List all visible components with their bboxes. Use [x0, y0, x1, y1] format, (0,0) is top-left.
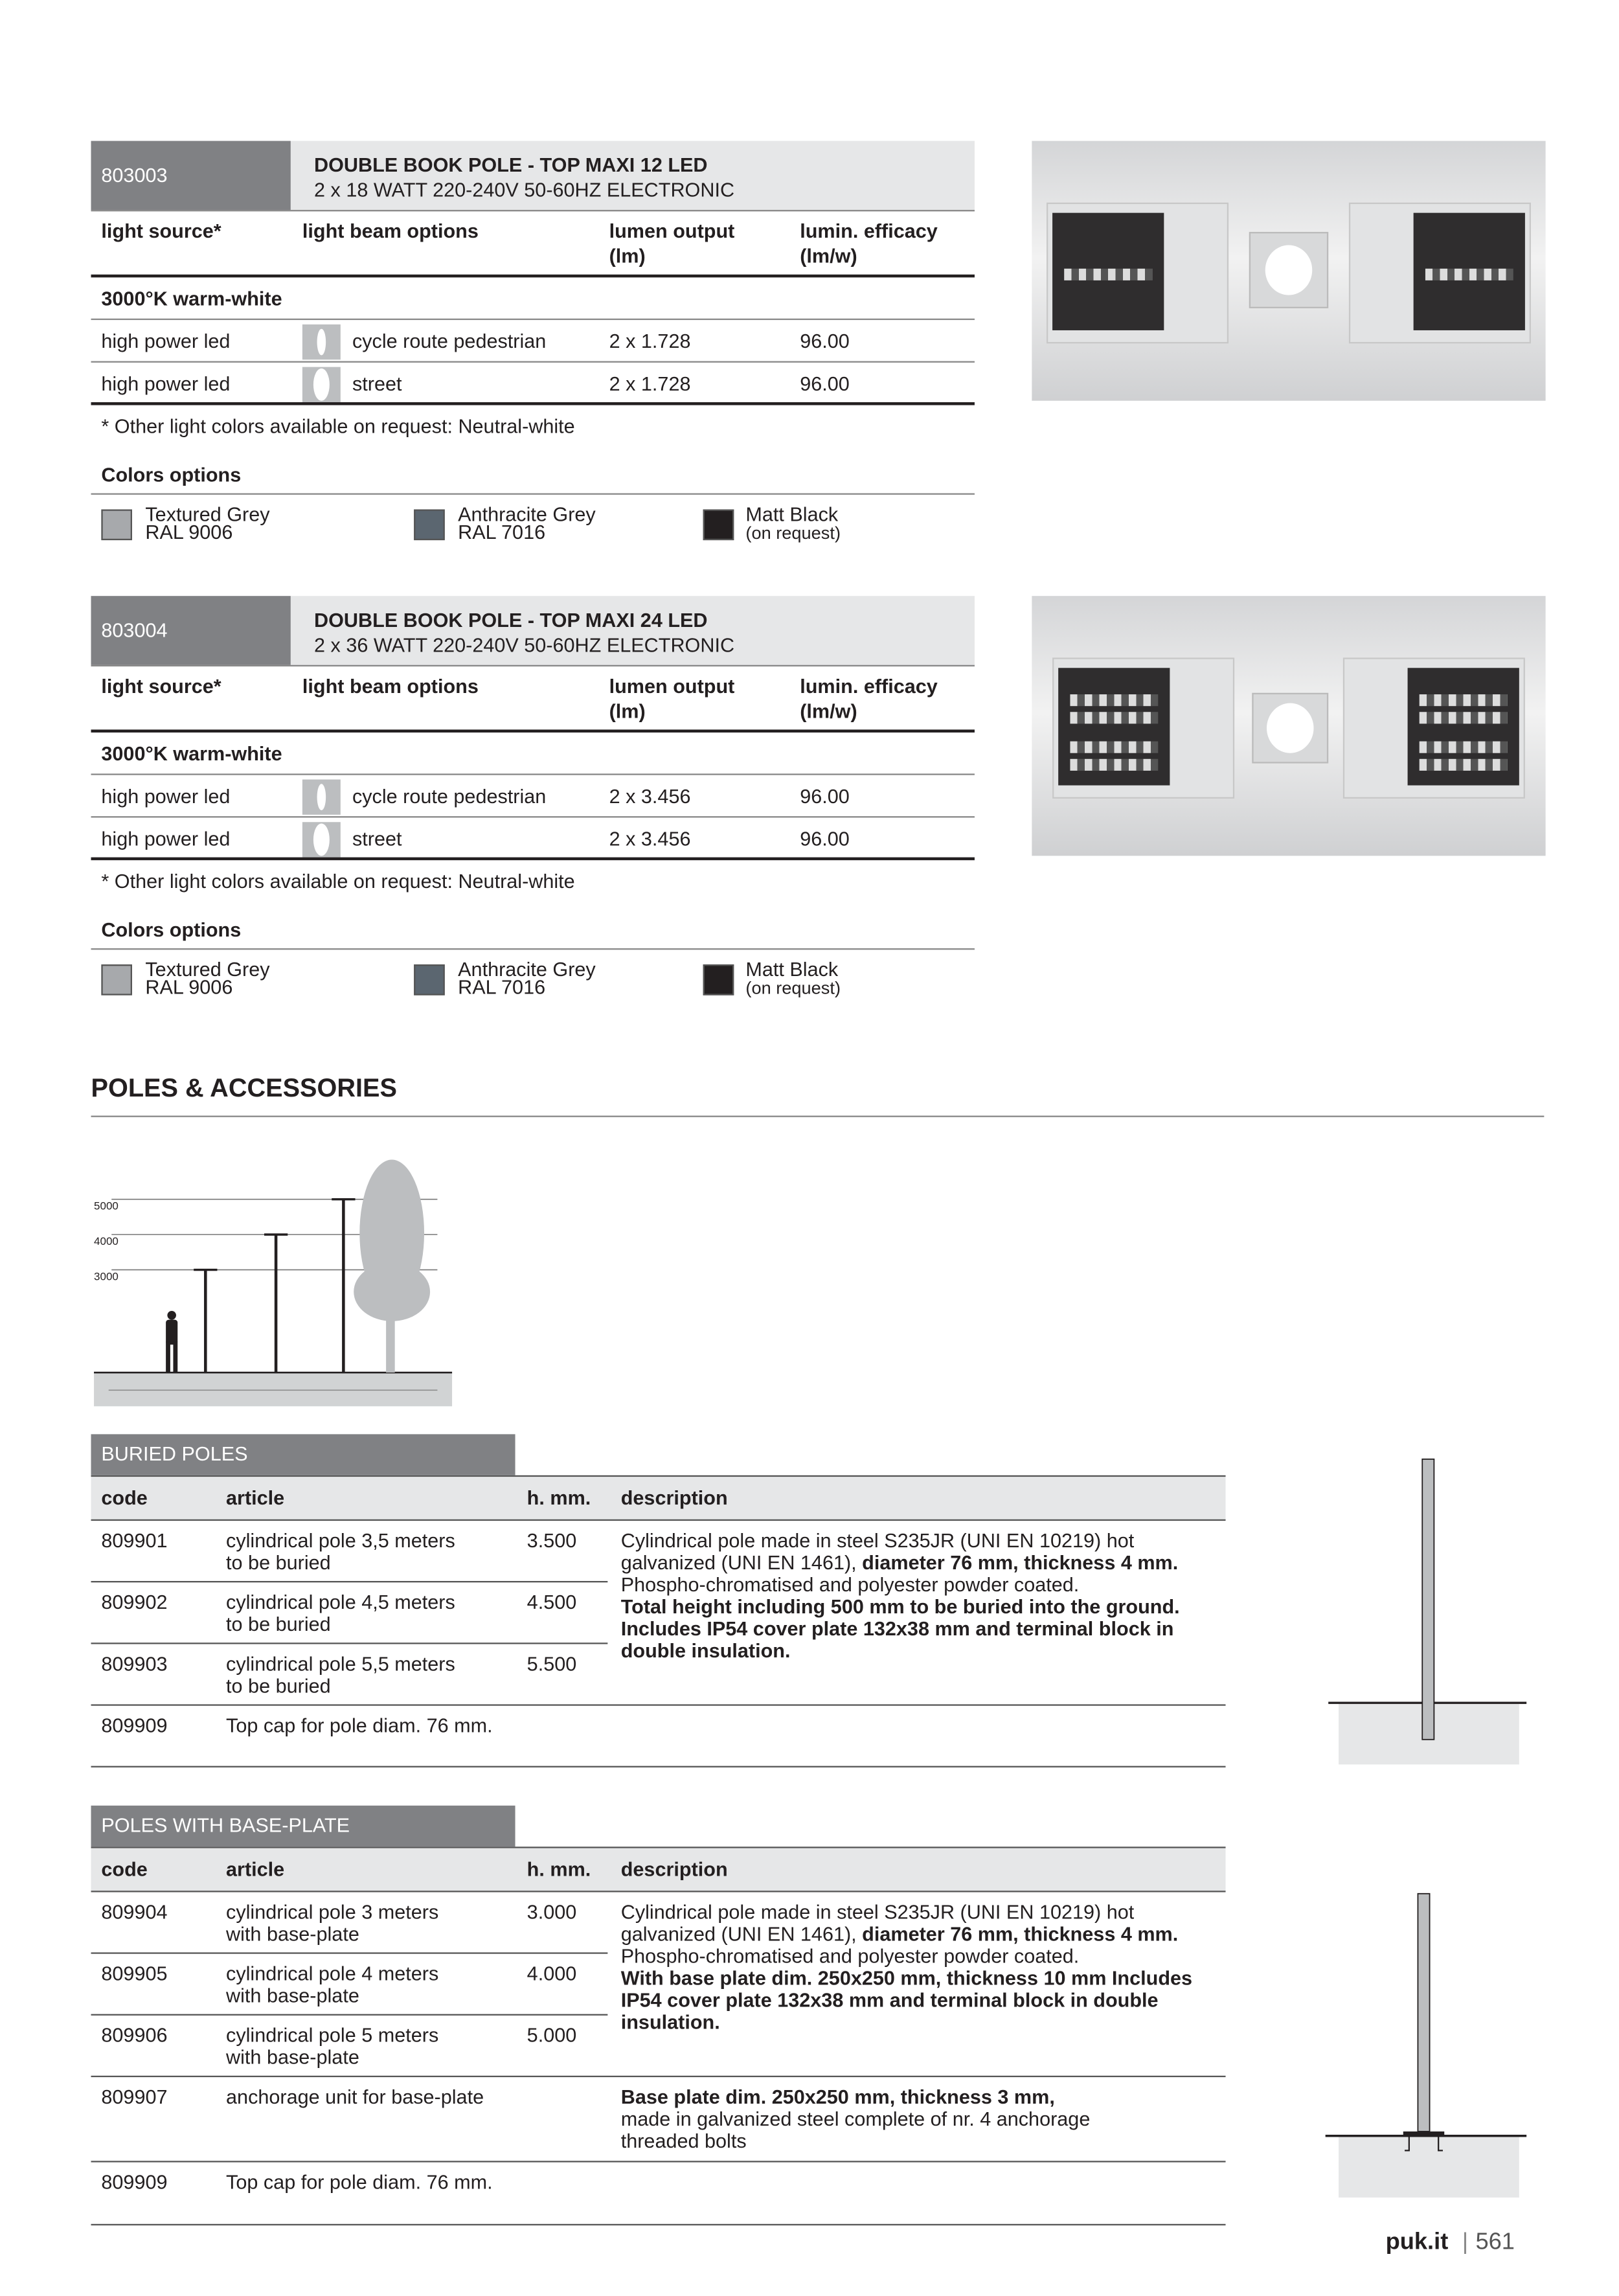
beam: street	[352, 828, 402, 850]
footer: puk.it | 561	[1385, 2229, 1515, 2255]
lamp-head-icon	[1349, 203, 1531, 344]
table-header: code article h. mm. description	[91, 1847, 1226, 1892]
efficacy: 96.00	[800, 372, 850, 395]
product-code: 803004	[91, 596, 291, 665]
wide-beam-icon	[302, 367, 341, 402]
efficacy: 96.00	[800, 828, 850, 850]
col-lumen-unit: (lm)	[609, 245, 646, 267]
source: high power led	[101, 372, 231, 395]
product-title: DOUBLE BOOK POLE - TOP MAXI 12 LED	[314, 153, 708, 176]
lumen: 2 x 3.456	[609, 785, 691, 808]
source: high power led	[101, 330, 231, 352]
col-efficacy-unit: (lm/w)	[800, 700, 857, 723]
swatch-anthracite-grey	[414, 509, 445, 540]
wide-beam-icon	[302, 822, 341, 857]
section-title: POLES & ACCESSORIES	[91, 1073, 397, 1103]
baseplate-poles-title: POLES WITH BASE-PLATE	[91, 1806, 515, 1847]
beam: street	[352, 372, 402, 395]
footnote: * Other light colors available on request: Neutral-white	[101, 870, 575, 893]
lamp-head-icon	[1047, 203, 1228, 344]
table-row	[91, 817, 975, 860]
buried-description: Cylindrical pole made in steel S235JR (UNI EN 10219) hot galvanized (UNI EN 1461), diameter 76 mm, thickness 4 mm. Phospho-chromatised and polyester powder coated. Total height including 500 mm to be buried into the ground. Includes IP54 cover plate 132x38 mm and terminal block in double insulation.	[620, 1529, 1180, 1662]
group-label: 3000°K warm-white	[101, 288, 282, 310]
person-icon	[166, 1311, 177, 1372]
baseplate-description: Cylindrical pole made in steel S235JR (UNI EN 10219) hot galvanized (UNI EN 1461), diameter 76 mm, thickness 4 mm. Phospho-chromatised and polyester powder coated. With base plate dim. 250x250 mm, thickness 10 mm Includes IP54 cover plate 132x38 mm and terminal block in double insulation.	[620, 1901, 1193, 2034]
catalog-page: 803003 DOUBLE BOOK POLE - TOP MAXI 12 LED 2 x 18 WATT 220-240V 50-60HZ ELECTRONIC light source* light beam options lumen output (lm) lumin. efficacy (lm/w) 3000°K warm-white high power led cycle route pedestrian 2 x 1.728 96.00 high power led street 2 x 1.728 96.00 * Other light colors available on request: Neutral-white Colors options Textured Grey RAL 9006 Anthracite Grey RAL 7016 Matt Black (on request) 803004 DOUBLE BOOK POLE - TOP MAXI 24 LED 2 x 36 WATT 220-240V 50-60HZ ELECTRONIC light source* light beam options lumen output (lm) lumin. efficacy (lm/w) 3000°K warm-white high power led cycle route pedestrian 2 x 3.456 96.00 high power led street 2 x 3.456 96.00 * Other light colors available on request: Neutral-white Colors options Textured Grey RAL 9006 Anthracite Grey RAL 7016 Matt Black (on request) POLES & ACCESSORIES 5000 4000 3000 BURIED POLES code article h. mm. description 809901 cylindrical pole 3,5 meters to be buried 3.500 809902 cylindrical pole 4,5 meters to be buried 4.500 809903 cylindrical pole 5,5 meters to be buried 5.500 Cylindrical pole made in steel S235JR (UNI EN 10219) hot galvanized (UNI EN 1461), diameter 76 mm, thickness 4 mm. Phospho-chromatised and polyester powder coated. Total height including 500 mm to be buried into the ground. Includes IP54 cover plate 132x38 mm and terminal block in double insulation. 809909 Top cap for pole diam. 76 mm. POLES WITH BASE-PLATE code article h. mm. description 809904 cylindrical pole 3 meters with base-plate 3.000 809905 cylindrical pole 4 meters with base-plate 4.000 809906 cylindrical pole 5 meters with base-plate 5.000 Cylindrical pole made in steel S235JR (UNI EN 10219) hot galvanized (UNI EN 1461), diameter 76 mm, thickness 4 mm. Phospho-chromatised and polyester powder coated. With base plate dim. 250x250 mm, thickness 10 mm Includes IP54 cover plate 132x38 mm and terminal block in double insulation. 809907 anchorage unit for base-plate Base plate dim. 250x250 mm, thickness 3 mm, made in galvanized steel complete of nr. 4 anchorage threaded bolts 809909 Top cap for pole diam. 76 mm. puk.it | 561	[0, 0, 1619, 2296]
colors-title: Colors options	[101, 464, 242, 486]
height-label: 5000	[94, 1199, 119, 1212]
table-header: code article h. mm. description	[91, 1475, 1226, 1521]
product-subtitle: 2 x 36 WATT 220-240V 50-60HZ ELECTRONIC	[314, 634, 735, 657]
table-row	[91, 320, 975, 363]
narrow-beam-icon	[302, 780, 341, 815]
beam: cycle route pedestrian	[352, 785, 547, 808]
height-label: 4000	[94, 1234, 119, 1247]
color-label: Matt Black (on request)	[745, 503, 841, 543]
color-label: Textured Grey RAL 9006	[145, 959, 270, 999]
lumen: 2 x 3.456	[609, 828, 691, 850]
col-lumen: lumen output	[609, 675, 735, 698]
swatch-matt-black	[703, 509, 734, 540]
height-label: 3000	[94, 1270, 119, 1283]
swatch-textured-grey	[101, 509, 132, 540]
product-803004	[91, 596, 975, 1007]
swatch-matt-black	[703, 964, 734, 995]
page-number: 561	[1475, 2229, 1515, 2255]
source: high power led	[101, 828, 231, 850]
color-label: Anthracite Grey RAL 7016	[458, 503, 596, 543]
col-efficacy: lumin. efficacy	[800, 675, 938, 698]
col-beam: light beam options	[302, 675, 479, 698]
col-efficacy: lumin. efficacy	[800, 220, 938, 242]
baseplate-pole-icon	[1321, 1888, 1534, 2203]
col-lumen-unit: (lm)	[609, 700, 646, 723]
product-subtitle: 2 x 18 WATT 220-240V 50-60HZ ELECTRONIC	[314, 179, 735, 201]
lamp-head-icon	[1343, 657, 1525, 799]
efficacy: 96.00	[800, 785, 850, 808]
color-label: Matt Black (on request)	[745, 959, 841, 999]
lamp-head-icon	[1052, 657, 1234, 799]
lumen: 2 x 1.728	[609, 372, 691, 395]
col-efficacy-unit: (lm/w)	[800, 245, 857, 267]
col-light-source: light source*	[101, 675, 221, 698]
product-header	[91, 141, 975, 212]
site-link[interactable]: puk.it	[1385, 2229, 1449, 2255]
group-label: 3000°K warm-white	[101, 742, 282, 765]
col-light-source: light source*	[101, 220, 221, 242]
swatch-anthracite-grey	[414, 964, 445, 995]
swatch-textured-grey	[101, 964, 132, 995]
table-row	[91, 775, 975, 818]
pole-icons	[194, 1199, 355, 1372]
buried-pole-icon	[1321, 1453, 1534, 1769]
color-label: Anthracite Grey RAL 7016	[458, 959, 596, 999]
colors-title: Colors options	[101, 918, 242, 941]
color-label: Textured Grey RAL 9006	[145, 503, 270, 543]
beam: cycle route pedestrian	[352, 330, 547, 352]
product-header	[91, 596, 975, 666]
lumen: 2 x 1.728	[609, 330, 691, 352]
table-row	[91, 363, 975, 405]
product-photo-24led	[1032, 596, 1545, 856]
efficacy: 96.00	[800, 330, 850, 352]
col-lumen: lumen output	[609, 220, 735, 242]
narrow-beam-icon	[302, 324, 341, 359]
anchor-description: Base plate dim. 250x250 mm, thickness 3 mm, made in galvanized steel complete of nr. 4 anchorage threaded bolts	[620, 2086, 1091, 2152]
source: high power led	[101, 785, 231, 808]
product-code: 803003	[91, 141, 291, 210]
buried-poles-title: BURIED POLES	[91, 1434, 515, 1475]
pole-height-diagram	[91, 1145, 459, 1409]
tree-icon	[354, 1160, 430, 1373]
product-photo-12led	[1032, 141, 1545, 401]
footnote: * Other light colors available on request: Neutral-white	[101, 415, 575, 438]
col-beam: light beam options	[302, 220, 479, 242]
product-title: DOUBLE BOOK POLE - TOP MAXI 24 LED	[314, 609, 708, 631]
product-803003	[91, 141, 975, 552]
